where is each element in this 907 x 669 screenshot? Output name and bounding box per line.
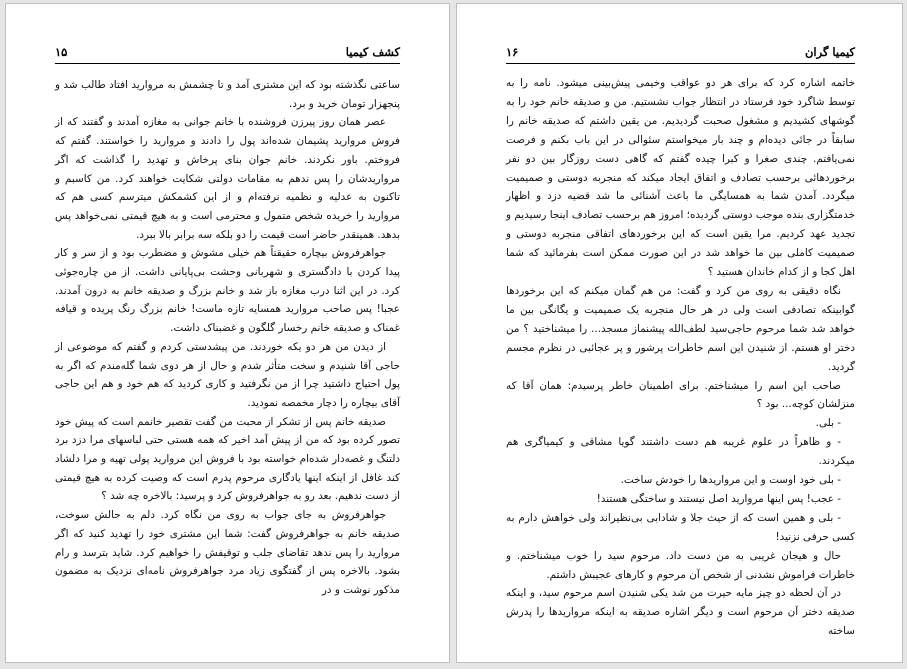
paragraph: - بلی خود اوست و این مرواریدها را خودش ساخت. [620, 474, 841, 487]
page-number: ۱۶ [506, 45, 519, 59]
paragraph: نگاه دقیقی به روی من کرد و گفت: من هم گمان میکنم که این برخوردها گوابینکه تصادفی است ولی در هر حال منجربه یک صمیمیت و یگانگی بین ما خواهد شد شما مرحوم حاجی‌سید لطف‌الله پیشنماز مسجد... را میشناختید ؟ من دختر او هستم. از شنیدن این اسم خاطرات پرشور و پر عجائبی در نظرم مجسم گردید. [506, 284, 855, 373]
page-body [506, 74, 855, 641]
paragraph: صدیقه خانم پس از تشکر از محبت من گفت تقصیر خانمم است که پیش خود تصور کرده بود که من از پیش آمد اخیر که همه هستی حتی لباسهای مرا دزد برد دلتنگ و غصه‌دار شده‌ام خواسته بود با فروش این مروارید پولی تهیه و مرا دلشاد کند غافل از اینکه اینها یادگاری مرحوم پدرم است که وصیت کرده به هیچ قیمتی از دست ندهیم. بعد رو به جواهرفروش کرد و پرسید: بالاخره چه شد ؟ [55, 415, 400, 503]
paragraph: از دیدن من هر دو یکه خوردند. من پیشدستی کردم و گفتم که موضوعی از حاجی آقا شنیدم و سخت متأثر شدم و حال از هر دوی شما گله‌مندم که اگر به پول احتیاج داشتید چرا از من نگرفتید و کاری کردید که هم خود و هم این حاجی آقای بیچاره را دچار مخمصه نمودید. [55, 340, 400, 409]
page-number: ۱۵ [55, 45, 68, 59]
left-page [5, 3, 450, 663]
paragraph: جواهرفروش به جای جواب به روی من نگاه کرد. دلم به حالش سوخت، صدیقه خانم به جواهرفروش گفت: شما این مشتری خود را تهدید کنید که اگر مروارید را پس ندهد تقاضای جلب و توقیفش را خواهیم کرد. شاید بترسد و رام بشود. بالاخره پس از گفتگوی زیاد مرد جواهرفروش نامه‌ای نزدیک به مضمون مذکور نوشت و در [55, 509, 400, 596]
paragraph: جواهرفروش بیچاره حقیقتاً هم خیلی مشوش و مضطرب بود و از سر و کار پیدا کردن با دادگستری و شهربانی وحشت بی‌پایانی داشت. از من چاره‌جوئی کرد. در این اثنا درب مغازه باز شد و خانم بزرگ و صدیقه خانم به درون آمدند. عجبا! پس صاحب مروارید همسایه تازه ماست! خانم بزرگ رنگ پریده و قیافه غمناک و صدیقه خانم رخسار گلگون و غضبناک داشت. [55, 247, 400, 335]
paragraph: - عجب! پس اینها مروارید اصل نیستند و ساختگی هستند! [596, 492, 841, 505]
paragraph: - بلی. [815, 417, 841, 430]
right-page [456, 3, 903, 663]
page-body [55, 76, 400, 600]
paragraph: در آن لحظه دو چیز مایه حیرت من شد یکی شنیدن اسم مرحوم سید، و اینکه صدیقه دختر آن مرحوم است و دیگر اشاره صدیقه به اینکه مرواریدها را پدرش ساخته [506, 587, 855, 638]
running-title: کشف کیمیا [345, 45, 400, 59]
running-title: کیمیا گران [804, 45, 855, 59]
paragraph: - و ظاهراً در علوم غریبه هم دست داشتند گویا مشاقی و کیمیاگری هم میکردند. [506, 436, 855, 468]
page-header [506, 45, 855, 64]
page-header [55, 45, 400, 64]
paragraph: خاتمه اشاره کرد که برای هر دو عواقب وخیمی پیش‌بینی میشود. نامه را به توسط شاگرد خود فرستاد در انتظار جواب نشستیم. من و صدیقه خانم خود را به گوشهای کشیدیم و مشغول صحبت گردیدیم. من یقین داشتم که صدیقه خانم را سابقاً در جائی دیده‌ام و چند بار میخواستم سئوالی در این باب بکنم و فرصت نمی‌یافتم. چندی صغرا و کبرا چیده گفتم که گاهی دست روزگار بین دو نفر برخوردهائی برحسب تصادف و اتفاق ایجاد میکند که منجربه دوستی و صمیمیت میگردد. آمدن شما به همسایگی ما باعث آشنائی ما شد قضیه دزد و اظهار خدمتگزاری بنده موجب دوستی گردیده؛ امروز هم برحسب تصادف اینجا رسیدیم و تجدید عهد کردیم. مرا یقین است که این برخوردهای اتفاقی منجربه دوستی و صمیمیت کاملی بین ما خواهد شد در این صورت ممکن است بفرمائید که شما اهل کجا و از کدام خاندان هستید ؟ [506, 77, 855, 279]
paragraph: ساعتی نگذشته بود که این مشتری آمد و تا چشمش به مروارید افتاد طالب شد و پنجهزار تومان خرید و برد. [55, 79, 400, 110]
paragraph: - بلی و همین است که از حیث جلا و شادابی بی‌نظیراند ولی خواهش دارم به کسی حرفی نزنید! [506, 511, 855, 543]
paragraph: حال و هیجان غریبی به من دست داد. مرحوم سید را خوب میشناختم. و خاطرات فراموش نشدنی از شخص آن مرحوم و کارهای عجیبش داشتم. [506, 549, 855, 581]
paragraph: صاحب این اسم را میشناختم. برای اطمینان خاطر پرسیدم: همان آقا که منزلشان کوچه... بود ؟ [506, 379, 855, 411]
paragraph: عصر همان روز پیرزن فروشنده با خانم جوانی به مغازه آمدند و گفتند که از فروش مروارید پشیمان شده‌اند پول را دادند و مروارید را خواستند. گفتم که فروختم. باور نکردند. خانم جوان بنای پرخاش و تهدید را گذاشت که اگر مرواریدشان را پس ندهم به مقامات دولتی شکایت خواهند کرد. من کاسبم و تاکنون به عدلیه و نظمیه نرفته‌ام و از این کشمکش میترسم کسی هم که مروارید را خریده شخص متمول و محترمی است و به هیچ قیمتی نمی‌خواهد پس بدهد. همینقدر حاضر است قیمت را دو بلکه سه برابر بالا ببرد. [55, 116, 400, 241]
